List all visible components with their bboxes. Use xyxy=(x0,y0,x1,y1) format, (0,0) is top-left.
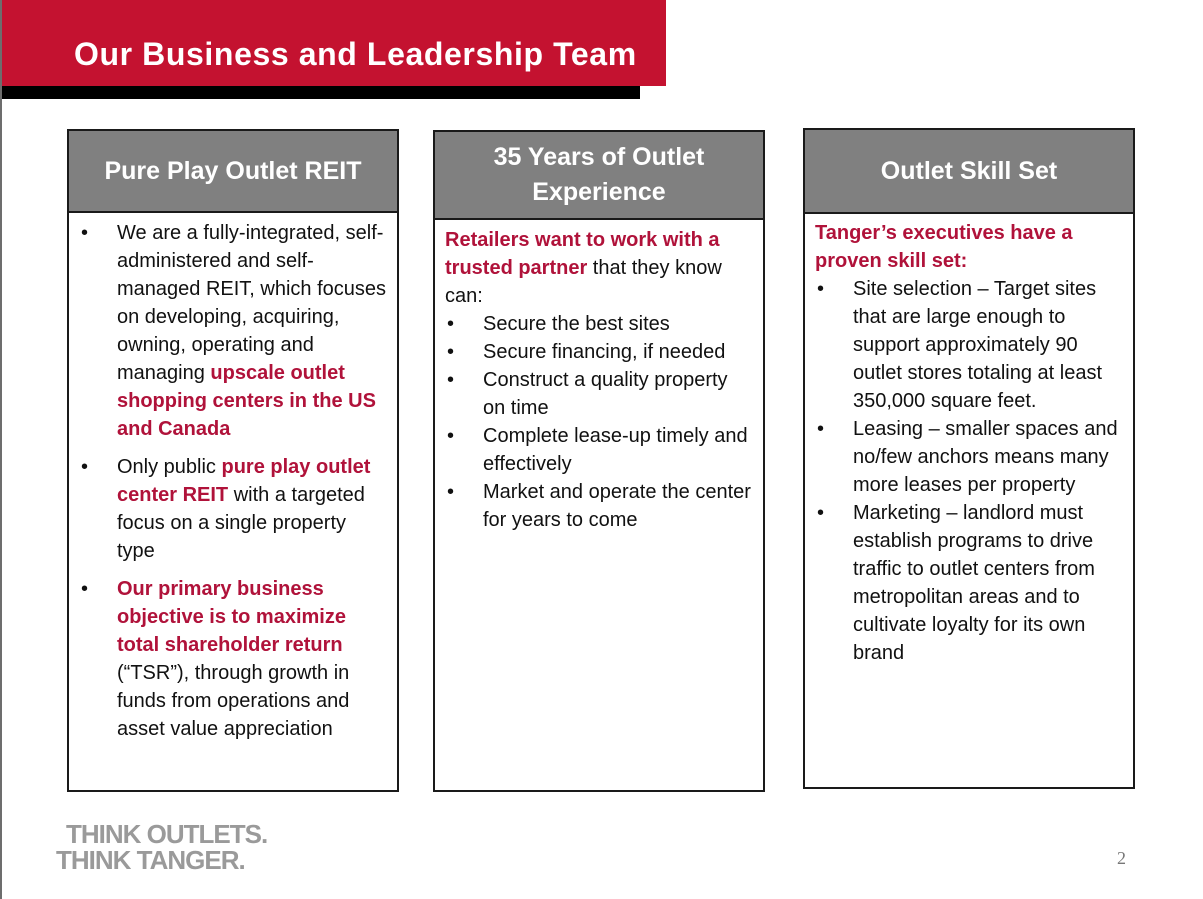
bullet-highlight: upscale outlet shopping centers in the US and Canada xyxy=(117,362,376,440)
list-item xyxy=(815,275,1123,415)
column-pure-play xyxy=(67,129,399,792)
list-item xyxy=(79,219,387,443)
column-body xyxy=(435,220,763,534)
bullet-icon: • xyxy=(447,341,455,363)
bullet-text: Complete lease-up timely and effectively xyxy=(483,425,748,475)
list-item xyxy=(79,453,387,565)
page-title: Our Business and Leadership Team xyxy=(74,36,637,72)
page-number: 2 xyxy=(1117,848,1126,868)
bullet-icon: • xyxy=(81,456,89,478)
intro-highlight: Retailers want to work with a trusted partner xyxy=(445,229,720,279)
bullet-list xyxy=(815,275,1123,667)
list-item xyxy=(815,415,1123,499)
column-heading: Pure Play Outlet REIT xyxy=(69,131,397,213)
list-item xyxy=(445,422,753,478)
bullet-icon: • xyxy=(81,578,89,600)
column-intro xyxy=(445,226,753,310)
column-heading: 35 Years of Outlet Experience xyxy=(435,132,763,220)
tagline-line-1: THINK OUTLETS. xyxy=(66,819,268,849)
column-body xyxy=(805,214,1133,667)
list-item xyxy=(445,338,753,366)
bullet-highlight: Our primary business objective is to maximize total shareholder return xyxy=(117,578,346,656)
bullet-list xyxy=(445,310,753,534)
bullet-icon: • xyxy=(447,313,455,335)
bullet-text: (“TSR”), through growth in funds from operations and asset value appreciation xyxy=(117,662,350,740)
list-item xyxy=(815,499,1123,667)
bullet-highlight: pure play outlet center REIT xyxy=(117,456,371,506)
bullet-text: Secure the best sites xyxy=(483,313,670,335)
bullet-icon: • xyxy=(81,222,89,244)
title-banner-shadow xyxy=(2,86,640,99)
bullet-icon: • xyxy=(447,369,455,391)
bullet-text: Site selection – Target sites that are large enough to support approximately 90 outlet stores totaling at least 350,000 square feet. xyxy=(853,278,1103,412)
column-heading: Outlet Skill Set xyxy=(805,130,1133,214)
list-item xyxy=(79,575,387,743)
column-experience xyxy=(433,130,765,792)
left-frame-line xyxy=(0,0,2,899)
bullet-icon: • xyxy=(817,278,825,300)
bullet-list xyxy=(79,219,387,743)
intro-text: that they know can: xyxy=(445,257,722,307)
bullet-text: Secure financing, if needed xyxy=(483,341,726,363)
bullet-icon: • xyxy=(817,418,825,440)
bullet-text: Market and operate the center for years to come xyxy=(483,481,751,531)
column-body xyxy=(69,213,397,743)
bullet-icon: • xyxy=(817,502,825,524)
bullet-icon: • xyxy=(447,481,455,503)
column-intro: Tanger’s executives have a proven skill set: xyxy=(815,222,1073,272)
tagline-line-2: THINK TANGER. xyxy=(56,845,245,875)
bullet-text: Leasing – smaller spaces and no/few anchors means many more leases per property xyxy=(853,418,1118,496)
bullet-text: Construct a quality property on time xyxy=(483,369,728,419)
bullet-text: with a targeted focus on a single property type xyxy=(117,484,365,562)
list-item xyxy=(445,478,753,534)
bullet-text: Marketing – landlord must establish programs to drive traffic to outlet centers from metropolitan areas and to cultivate loyalty for its own brand xyxy=(853,502,1095,664)
bullet-text: Only public xyxy=(117,456,222,478)
brand-tagline-logo xyxy=(56,821,267,873)
list-item xyxy=(445,366,753,422)
list-item xyxy=(445,310,753,338)
column-skill-set xyxy=(803,128,1135,789)
bullet-icon: • xyxy=(447,425,455,447)
bullet-text: We are a fully-integrated, self-administered and self-managed REIT, which focuses on developing, acquiring, owning, operating and managing xyxy=(117,222,387,384)
